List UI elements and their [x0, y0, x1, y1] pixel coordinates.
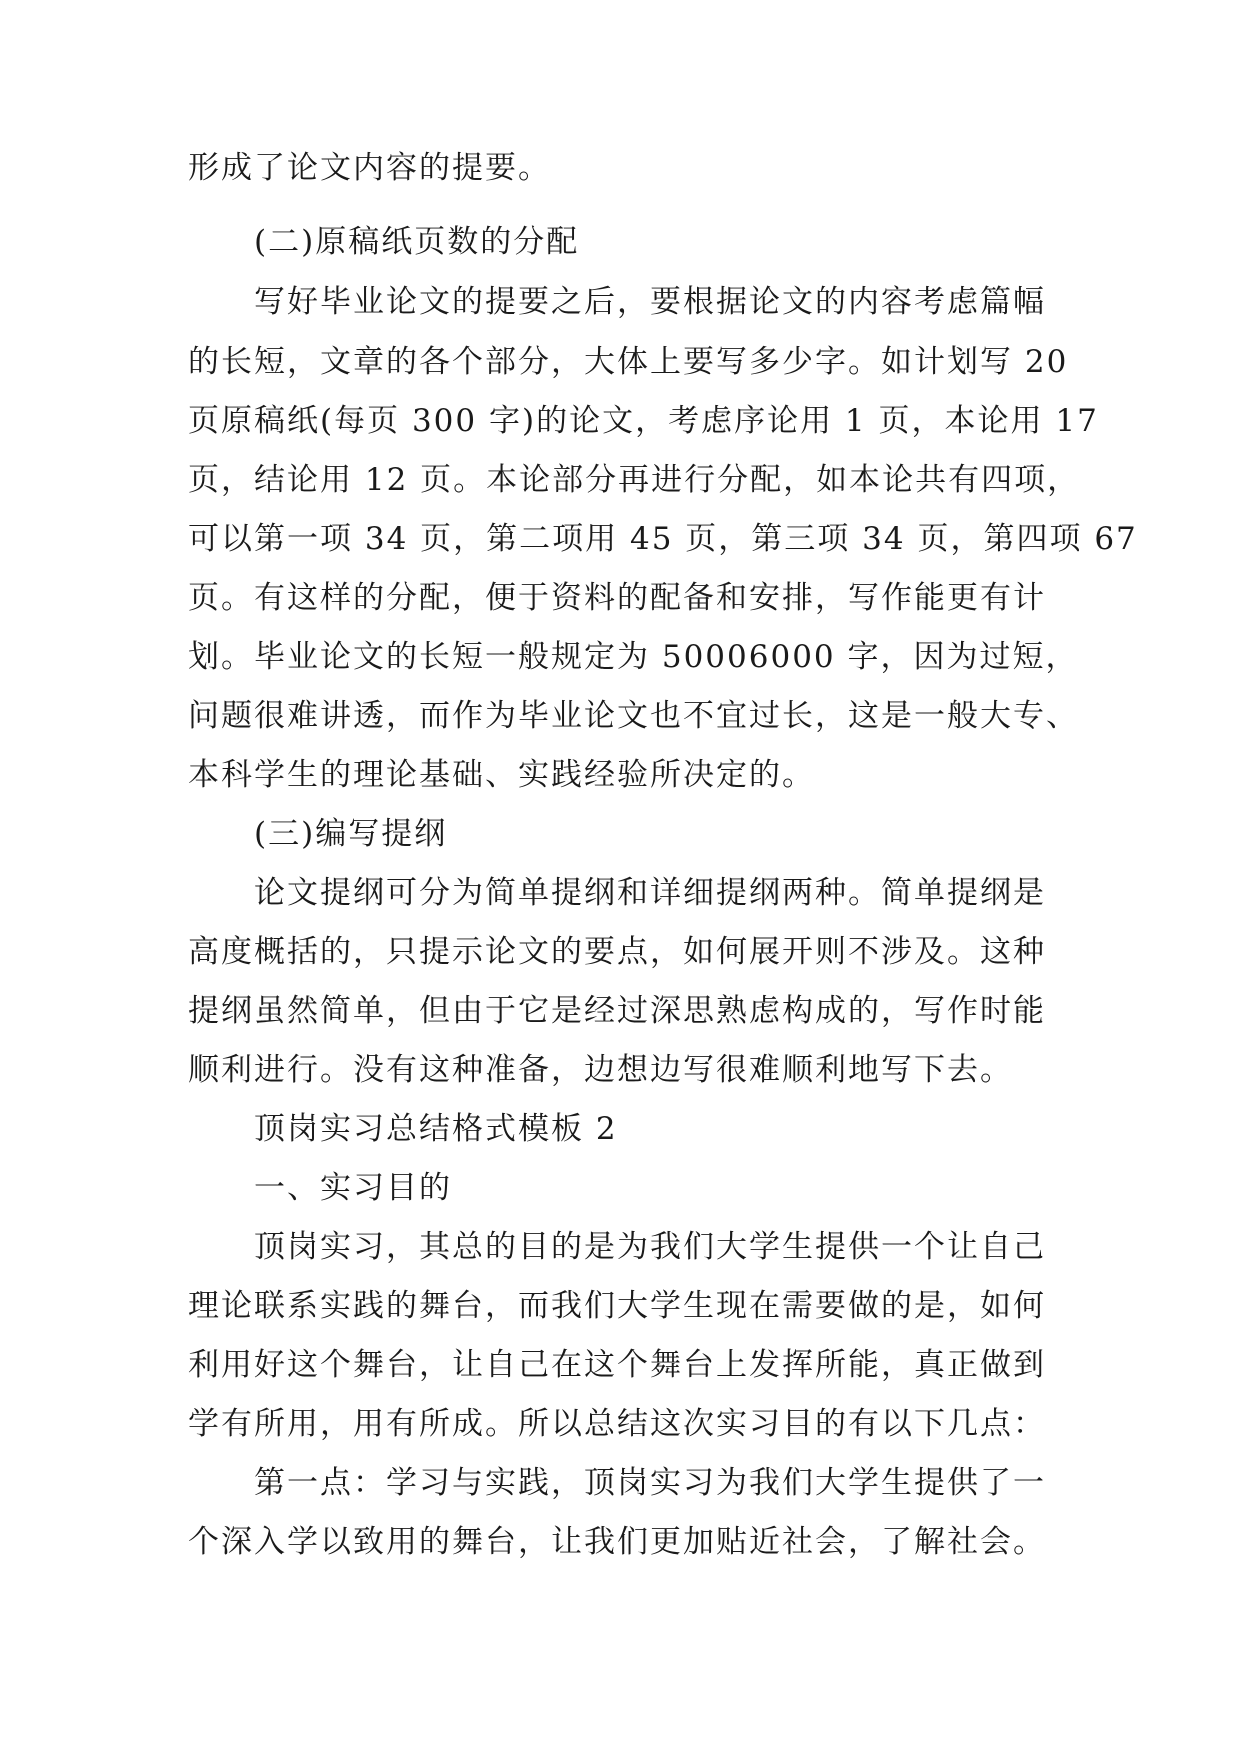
paragraph-line: 页，结论用 12 页。本论部分再进行分配，如本论共有四项，	[188, 462, 1081, 498]
paragraph-line: 个深入学以致用的舞台，让我们更加贴近社会，了解社会。	[188, 1524, 1046, 1560]
section-heading: 一、实习目的	[254, 1170, 452, 1206]
paragraph-line: 利用好这个舞台，让自己在这个舞台上发挥所能，真正做到	[188, 1347, 1046, 1383]
paragraph-line: 页。有这样的分配，便于资料的配备和安排，写作能更有计	[188, 580, 1046, 616]
paragraph-line: 问题很难讲透，而作为毕业论文也不宜过长，这是一般大专、	[188, 698, 1079, 734]
paragraph-line: 顺利进行。没有这种准备，边想边写很难顺利地写下去。	[188, 1052, 1013, 1088]
paragraph-line: 页原稿纸(每页 300 字)的论文，考虑序论用 1 页，本论用 17	[188, 403, 1099, 439]
paragraph-line: 可以第一项 34 页，第二项用 45 页，第三项 34 页，第四项 67	[188, 521, 1138, 557]
paragraph-line: 高度概括的，只提示论文的要点，如何展开则不涉及。这种	[188, 934, 1046, 970]
paragraph-line: 的长短，文章的各个部分，大体上要写多少字。如计划写 20	[188, 344, 1069, 380]
paragraph-line: 本科学生的理论基础、实践经验所决定的。	[188, 757, 815, 793]
paragraph-line: 顶岗实习，其总的目的是为我们大学生提供一个让自己	[254, 1229, 1046, 1265]
section-heading: (二)原稿纸页数的分配	[254, 224, 580, 260]
paragraph-line: 理论联系实践的舞台，而我们大学生现在需要做的是，如何	[188, 1288, 1046, 1324]
section-heading: (三)编写提纲	[254, 816, 448, 852]
paragraph-line: 提纲虽然简单，但由于它是经过深思熟虑构成的，写作时能	[188, 993, 1046, 1029]
paragraph-line: 划。毕业论文的长短一般规定为 50006000 字，因为过短，	[188, 639, 1079, 675]
paragraph-line: 形成了论文内容的提要。	[188, 150, 551, 186]
paragraph-line: 第一点：学习与实践，顶岗实习为我们大学生提供了一	[254, 1465, 1046, 1501]
paragraph-line: 学有所用，用有所成。所以总结这次实习目的有以下几点：	[188, 1406, 1046, 1442]
section-title: 顶岗实习总结格式模板 2	[254, 1111, 618, 1147]
paragraph-line: 论文提纲可分为简单提纲和详细提纲两种。简单提纲是	[254, 875, 1046, 911]
paragraph-line: 写好毕业论文的提要之后，要根据论文的内容考虑篇幅	[254, 284, 1046, 320]
